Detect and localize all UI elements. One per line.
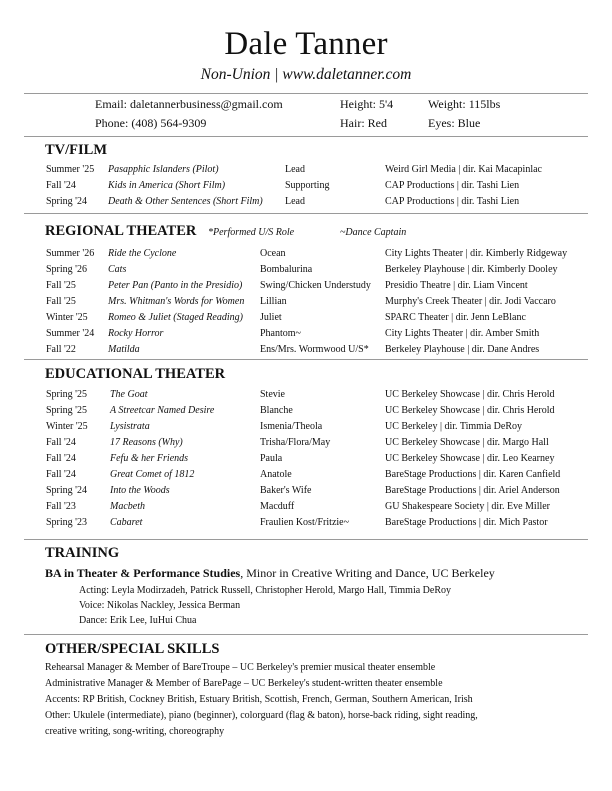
credit-role: Paula [260,453,283,464]
credit-row [0,437,612,453]
section-heading-special-skills: OTHER/SPECIAL SKILLS [45,641,220,657]
degree-title: BA in Theater & Performance Studies [45,566,241,580]
credit-role: Lead [285,196,305,207]
credit-company: City Lights Theater | dir. Amber Smith [385,328,540,339]
credit-row [0,248,612,264]
credit-row [0,328,612,344]
credit-company: Berkeley Playhouse | dir. Dane Andres [385,344,540,355]
credit-role: Baker's Wife [260,485,312,496]
credit-role: Juliet [260,312,282,323]
skill-line: Rehearsal Manager & Member of BareTroupe – UC Berkeley's premier musical theater ensemble [45,662,436,673]
credit-company: Presidio Theatre | dir. Liam Vincent [385,280,528,291]
credit-title: Peter Pan (Panto in the Presidio) [108,280,243,291]
divider [24,634,588,635]
contact-email: Email: daletannerbusiness@gmail.com [95,97,283,111]
credit-date: Spring '24 [46,196,87,207]
credit-company: CAP Productions | dir. Tashi Lien [385,196,520,207]
credit-row [0,344,612,360]
credit-title: Cats [108,264,127,275]
credit-role: Ismenia/Theola [260,421,323,432]
degree-details: , Minor in Creative Writing and Dance, UC Berkeley [240,566,495,580]
skill-line: Administrative Manager & Member of BarePage – UC Berkeley's student-written theater ensemble [45,678,443,689]
credit-date: Spring '25 [46,405,87,416]
credit-title: Macbeth [110,501,145,512]
credit-role: Supporting [285,180,330,191]
credit-title: 17 Reasons (Why) [110,437,183,448]
credit-title: Cabaret [110,517,143,528]
credit-company: BareStage Productions | dir. Mich Pastor [385,517,548,528]
contact-hair: Hair: Red [340,116,387,130]
credit-date: Summer '26 [46,248,95,259]
credit-title: Fefu & her Friends [110,453,189,464]
credit-role: Trisha/Flora/May [260,437,331,448]
credit-title: A Streetcar Named Desire [110,405,215,416]
credit-date: Winter '25 [46,421,88,432]
credit-company: City Lights Theater | dir. Kimberly Ridgeway [385,248,568,259]
credit-title: Matilda [108,344,140,355]
credit-role: Bombalurina [260,264,313,275]
credit-date: Fall '25 [46,280,76,291]
contact-weight: Weight: 115lbs [428,97,501,111]
credit-role: Fraulien Kost/Fritzie~ [260,517,350,528]
credit-role: Swing/Chicken Understudy [260,280,371,291]
training-voice: Voice: Nikolas Nackley, Jessica Berman [79,600,241,611]
credit-role: Blanche [260,405,293,416]
section-heading-tv-film: TV/FILM [45,142,108,158]
divider [24,93,588,94]
credit-row [0,164,612,180]
credit-date: Spring '24 [46,485,87,496]
training-dance: Dance: Erik Lee, IuHui Chua [79,615,197,626]
credit-row [0,501,612,517]
credit-role: Macduff [260,501,295,512]
credit-company: UC Berkeley Showcase | dir. Margo Hall [385,437,549,448]
credit-title: Great Comet of 1812 [110,469,195,480]
credit-company: Weird Girl Media | dir. Kai Macapinlac [385,164,542,175]
note-dance-captain: ~Dance Captain [340,227,407,238]
credit-date: Fall '23 [46,501,76,512]
degree-line [45,566,495,581]
credit-row [0,485,612,501]
credit-row [0,421,612,437]
credit-date: Winter '25 [46,312,88,323]
skill-line: Other: Ukulele (intermediate), piano (beginner), colorguard (flag & baton), horse-back riding, sight reading, [45,710,478,721]
credit-company: BareStage Productions | dir. Ariel Anderson [385,485,560,496]
credit-title: Into the Woods [110,485,170,496]
credit-role: Ocean [260,248,286,259]
section-heading-training: TRAINING [45,545,120,561]
credit-date: Spring '23 [46,517,87,528]
section-heading-educational-theater: EDUCATIONAL THEATER [45,366,226,382]
credit-row [0,180,612,196]
credit-role: Phantom~ [260,328,301,339]
contact-phone: Phone: (408) 564-9309 [95,116,207,130]
divider [24,213,588,214]
credit-role: Lillian [260,296,287,307]
credit-title: Mrs. Whitman's Words for Women [108,296,245,307]
credit-role: Lead [285,164,305,175]
credit-row [0,296,612,312]
skill-line: creative writing, song-writing, choreography [45,726,225,737]
credit-title: Romeo & Juliet (Staged Reading) [108,312,243,323]
divider [24,539,588,540]
resume-subtitle: Non-Union | www.daletanner.com [200,66,412,83]
credit-row [0,453,612,469]
credit-date: Fall '24 [46,180,76,191]
credit-date: Fall '22 [46,344,76,355]
credit-row [0,280,612,296]
credit-company: UC Berkeley Showcase | dir. Leo Kearney [385,453,555,464]
credit-title: Pasapphic Islanders (Pilot) [108,164,219,175]
credit-row [0,389,612,405]
credit-row [0,469,612,485]
credit-title: Rocky Horror [108,328,164,339]
credit-row [0,196,612,212]
credit-title: Lysistrata [110,421,150,432]
section-heading-regional-theater: REGIONAL THEATER [45,223,197,239]
credit-company: UC Berkeley Showcase | dir. Chris Herold [385,405,555,416]
credit-date: Spring '26 [46,264,87,275]
credit-company: BareStage Productions | dir. Karen Canfield [385,469,561,480]
credit-role: Stevie [260,389,285,400]
credit-company: UC Berkeley | dir. Timmia DeRoy [385,421,523,432]
credit-title: The Goat [110,389,148,400]
credit-role: Ens/Mrs. Wormwood U/S* [260,344,369,355]
credit-date: Fall '24 [46,453,76,464]
credit-company: UC Berkeley Showcase | dir. Chris Herold [385,389,555,400]
credit-company: GU Shakespeare Society | dir. Eve Miller [385,501,551,512]
credit-company: Murphy's Creek Theater | dir. Jodi Vaccaro [385,296,556,307]
credit-title: Kids in America (Short Film) [108,180,226,191]
credit-title: Death & Other Sentences (Short Film) [108,196,263,207]
note-understudy: *Performed U/S Role [208,227,295,238]
credit-company: Berkeley Playhouse | dir. Kimberly Dooley [385,264,558,275]
skill-line: Accents: RP British, Cockney British, Estuary British, Scottish, French, German, Southern American, Irish [45,694,473,705]
credit-title: Ride the Cyclone [108,248,177,259]
credit-company: CAP Productions | dir. Tashi Lien [385,180,520,191]
credit-date: Summer '25 [46,164,95,175]
credit-date: Fall '25 [46,296,76,307]
credit-date: Fall '24 [46,469,76,480]
contact-height: Height: 5'4 [340,97,394,111]
credit-row [0,405,612,421]
credit-row [0,264,612,280]
credit-role: Anatole [260,469,292,480]
credit-date: Summer '24 [46,328,95,339]
credit-date: Spring '25 [46,389,87,400]
contact-eyes: Eyes: Blue [428,116,481,130]
training-acting: Acting: Leyla Modirzadeh, Patrick Russell, Christopher Herold, Margo Hall, Timmia DeRoy [79,585,451,596]
credit-row [0,517,612,533]
credit-row [0,312,612,328]
credit-company: SPARC Theater | dir. Jenn LeBlanc [385,312,526,323]
resume-name: Dale Tanner [224,26,388,62]
divider [24,136,588,137]
credit-date: Fall '24 [46,437,76,448]
divider [24,359,588,360]
